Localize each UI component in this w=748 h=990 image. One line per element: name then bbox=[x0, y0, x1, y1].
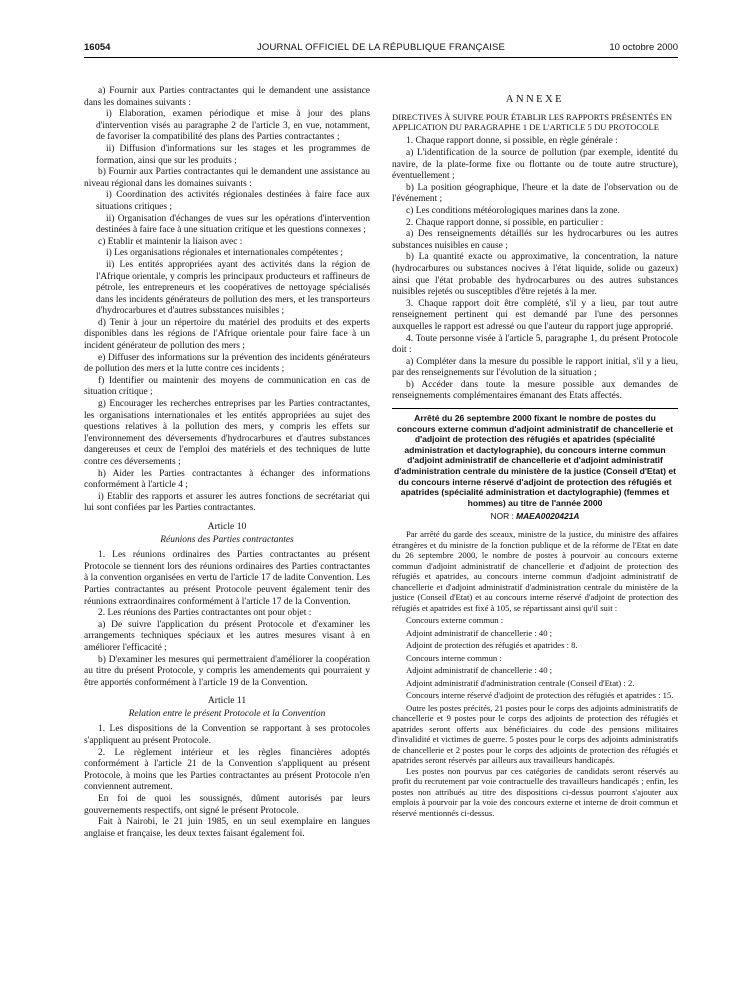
paragraph: 1. Les dispositions de la Convention se rapportant à ses protocoles s'appliquent au présent Protocole. bbox=[84, 724, 370, 747]
list-item: Adjoint administratif de chancellerie : 40 ; bbox=[406, 627, 553, 638]
paragraph: ii) Diffusion d'informations sur les stages et les programmes de formation, ainsi que sur les produits ; bbox=[96, 143, 370, 166]
list-item: Adjoint de protection des réfugiés et apatrides : 8. bbox=[406, 640, 578, 650]
list-item: Adjoint administratif de chancellerie : 40 ; bbox=[406, 665, 553, 675]
paragraph: d) Tenir à jour un répertoire du matériel des produits et des experts disponibles dans les régions de l'Afrique orientale pour faire face à un incident générateur de pollution des mers ; bbox=[84, 317, 370, 352]
paragraph: b) La quantité exacte ou approximative, la concentration, la nature (hydrocarbures ou substances nocives à l'état liquide, solide ou gazeux) ainsi que l'état probable des hydrocarbures ou des autres substances nuisibles rejetés ou susceptibles d'être rejetés à la mer. bbox=[392, 252, 678, 298]
paragraph: i) Coordination des activités régionales destinées à faire face aux situations critiques ; bbox=[96, 190, 370, 212]
header-rule bbox=[84, 57, 678, 58]
paragraph: i) Etablir des rapports et assurer les autres fonctions de secrétariat qui lui sont confiées par les Parties contractantes. bbox=[84, 491, 370, 514]
paragraph: ii) Organisation d'échanges de vues sur les opérations d'intervention destinées à faire face à une situation critique et les questions connexes ; bbox=[96, 213, 370, 236]
paragraph: 1. Chaque rapport donne, si possible, en règle générale : bbox=[406, 136, 618, 147]
page-header bbox=[84, 42, 678, 56]
paragraph: b) La position géographique, l'heure et la date de l'observation ou de l'événement ; bbox=[392, 182, 678, 205]
right-column bbox=[392, 86, 678, 818]
paragraph: ii) Les entités appropriées ayant des activités dans la région de l'Afrique orientale, y compris les principaux producteurs et raffineurs de pétrole, les entrepreneurs et les coopératives de nettoyage spécialisés dans les incidents générateurs de pollution des mers, et les transporteurs d'hydrocarbures et d'autres subsstances nuisibles ; bbox=[96, 259, 370, 317]
list-item: Adjoint administratif d'administration centrale (Conseil d'Etat) : 2. bbox=[406, 677, 635, 688]
paragraph: 3. Chaque rapport doit être complété, s'il y a lieu, par tout autre renseignement pertinent qui est demandé par l'une des personnes auxquelles le rapport est adressé ou que l'auteur du rapport juge approprié. bbox=[392, 298, 678, 332]
paragraph: e) Diffuser des informations sur la prévention des incidents générateurs de pollution des mers et la lutte contre ces incidents ; bbox=[84, 352, 370, 375]
annexe-title: ANNEXE bbox=[505, 94, 565, 105]
paragraph: En foi de quoi les soussignés, dûment autorisés par leurs gouvernements respectifs, ont signé le présent Protocole. bbox=[84, 794, 370, 816]
nor-label: NOR : bbox=[490, 511, 514, 522]
article-10-title: Article 10 bbox=[207, 520, 247, 532]
paragraph: h) Aider les Parties contractantes à échanger des informations conformément à l'article 4 ; bbox=[84, 468, 370, 491]
paragraph: 2. Les réunions des Parties contractantes ont pour objet : bbox=[98, 608, 312, 619]
paragraph: i) Elaboration, examen périodique et mise à jour des plans d'intervention visés au paragraphe 2 de l'article 3, en vue, notamment, de favoriser la compatibilité des plans des Parties contractantes ; bbox=[96, 109, 370, 143]
paragraph: i) Les organisations régionales et internationales compétentes ; bbox=[106, 248, 344, 259]
article-11-title: Article 11 bbox=[207, 695, 247, 707]
page-number: 16054 bbox=[84, 42, 111, 53]
journal-title: JOURNAL OFFICIEL DE LA RÉPUBLIQUE FRANÇAISE bbox=[256, 42, 506, 53]
list-item: Concours interne réservé d'adjoint de protection des réfugiés et apatrides : 15. bbox=[406, 690, 674, 700]
article-11-subtitle: Relation entre le présent Protocole et la Convention bbox=[128, 708, 326, 719]
paragraph: b) D'examiner les mesures qui permettraient d'améliorer la coopération au titre du présent Protocole, y compris les amendements qui pourraient y être apportés conformément à l'article 19 de la Convention. bbox=[84, 654, 370, 688]
arrete-title: Arrêté du 26 septembre 2000 fixant le nombre de postes du concours externe commun d'adjoint administratif de chancellerie et d'adjoint de protection des réfugiés et apatrides (spécialité administration et dactylographie), du concours interne commun d'adjoint administratif de chancellerie et d'adjoint administratif d'administration centrale du ministère de la justice (Conseil d'Etat) et du concours interne réservé d'adjoint de protection des réfugiés et apatrides (spécialité administration et dactylographie) (femmes et hommes) au titre de l'année 2000 bbox=[394, 413, 677, 508]
paragraph: Par arrêté du garde des sceaux, ministre de la justice, du ministre des affaires étrangères et du ministre de la fonction publique et de la réforme de l'Etat en date du 26 septembre 2000, le nombre de postes à pourvoir au concours externe commun d'adjoint administratif de chancellerie et d'adjoint de protection des réfugiés et apatrides, au concours interne commun d'adjoint administratif de chancellerie et d'adjoint administratif d'administration centrale du ministère de la justice (Conseil d'Etat) et au concours interne réservé d'adjoint de protection des réfugiés et apatrides est fixé à 105, se répartissant ainsi qu'il suit : bbox=[392, 529, 678, 613]
left-column bbox=[84, 86, 370, 840]
list-item: Concours interne commun : bbox=[406, 652, 502, 663]
arrete-body bbox=[392, 529, 678, 818]
issue-date: 10 octobre 2000 bbox=[609, 42, 678, 53]
paragraph: 2. Le règlement intérieur et les règles financières adoptés conformément à l'article 21 de la Convention s'appliquent au présent Protocole, à moins que les Parties contractantes au présent Protocole n'en conviennent autrement. bbox=[84, 747, 370, 793]
paragraph: 4. Toute personne visée à l'article 5, paragraphe 1, du présent Protocole doit : bbox=[392, 333, 678, 356]
paragraph: b) Accéder dans toute la mesure possible aux demandes de renseignements complémentaires émanant des Etats affectés. bbox=[392, 379, 678, 402]
list-item: Concours externe commun : bbox=[406, 615, 504, 625]
paragraph: Les postes non pourvus par ces catégories de candidats seront réservés au profit du recrutement par voie contractuelle des travailleurs handicapés ; enfin, les postes non attribués au titre des dispositions ci-dessus pourront s'ajouter aux emplois à pourvoir par la voie des concours externe et interne de droit commun et réservé mentionnés ci-dessus. bbox=[392, 765, 678, 818]
paragraph: a) Compléter dans la mesure du possible le rapport initial, s'il y a lieu, par des renseignements sur l'évolution de la situation ; bbox=[392, 356, 678, 379]
paragraph: a) Des renseignements détaillés sur les hydrocarbures ou les autres substances nuisibles en cause ; bbox=[392, 229, 678, 251]
paragraph: c) Etablir et maintenir la liaison avec : bbox=[98, 236, 243, 247]
paragraph: Fait à Nairobi, le 21 juin 1985, en un seul exemplaire en langues anglaise et française, les deux textes faisant également foi. bbox=[84, 817, 370, 839]
article-10-subtitle: Réunions des Parties contractantes bbox=[160, 534, 294, 545]
nor-reference bbox=[392, 511, 678, 523]
annexe-directives-heading: DIRECTIVES À SUIVRE POUR ÉTABLIR LES RAPPORTS PRÉSENTÉS EN APPLICATION DU PARAGRAPHE 1 DE L'ARTICLE 5 DU PROTOCOLE bbox=[392, 111, 673, 132]
paragraph: a) L'identification de la source de pollution (par exemple, identité du navire, de la plate-forme fixe ou flottante ou de toute autre structure), éventuellement ; bbox=[392, 148, 678, 182]
paragraph: Outre les postes précités, 21 postes pour le corps des adjoints administratifs de chancellerie et 9 postes pour le corps des adjoints de protection des réfugiés et apatrides seront offerts aux bénéficiaires du code des pensions militaires d'invalidité et victimes de guerre. 5 postes pour le corps des adjoints administratifs de chancellerie et 2 postes pour le corps des adjoints de protection des réfugiés et apatrides seront réservés par ailleurs aux travailleurs handicapés. bbox=[392, 702, 678, 765]
paragraph: a) Fournir aux Parties contractantes qui le demandent une assistance dans les domaines suivants : bbox=[84, 86, 370, 108]
paragraph: f) Identifier ou maintenir des moyens de communication en cas de situation critique ; bbox=[84, 375, 370, 398]
paragraph: 2. Chaque rapport donne, si possible, en particulier : bbox=[406, 217, 604, 228]
paragraph: a) De suivre l'application du présent Protocole et d'examiner les arrangements techniques spéciaux et les autres mesures visant à en améliorer l'efficacité ; bbox=[84, 619, 370, 653]
section-divider bbox=[392, 408, 678, 409]
nor-code: MAEA0020421A bbox=[516, 511, 580, 522]
paragraph: 1. Les réunions ordinaires des Parties contractantes au présent Protocole se tiennent lors des réunions ordinaires des Parties contractantes à la convention organisées en vertu de l'article 17 de ladite Convention. Les Parties contractantes au présent Protocole peuvent également tenir des réunions extraordinaires conformément à l'article 17 de la Convention. bbox=[84, 550, 370, 607]
paragraph: b) Fournir aux Parties contractantes qui le demandent une assistance au niveau régional dans les domaines suivants : bbox=[84, 167, 370, 189]
paragraph: c) Les conditions météorologiques marines dans la zone. bbox=[406, 205, 620, 216]
paragraph: g) Encourager les recherches entreprises par les Parties contractantes, les organisations internationales et les entités appropriées au sujet des questions relatives à la pollution des mers, y compris les effets sur l'environnement des déversements d'hydrocarbures et d'autres substances dangereuses et ceux de l'emploi des matériels et des techniques de lutte contre ces déversements ; bbox=[84, 399, 370, 467]
